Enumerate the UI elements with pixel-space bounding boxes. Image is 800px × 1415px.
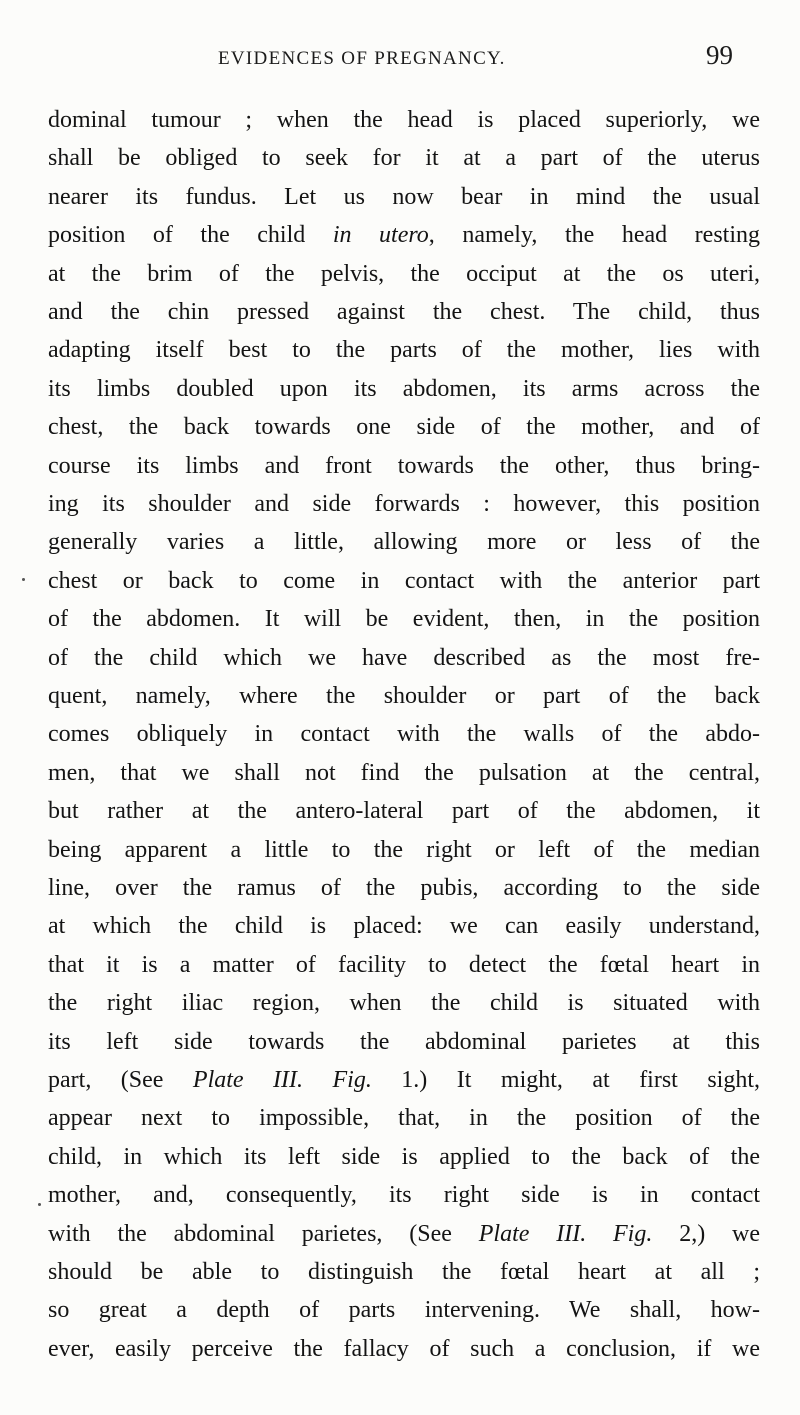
page-number: 99 <box>706 40 733 70</box>
ink-speck <box>22 578 25 581</box>
text-line: its left side towards the abdominal parietes at this <box>48 1028 760 1055</box>
text-line: being apparent a little to the right or left of the median <box>48 836 760 863</box>
text-segment: part, (See <box>48 1067 193 1093</box>
text-line <box>48 216 760 254</box>
text-line: ever, easily perceive the fallacy of such a conclusion, if we <box>48 1335 760 1362</box>
text-segment: with the abdominal parietes, (See <box>48 1220 479 1247</box>
text-line: dominal tumour ; when the head is placed superiorly, we <box>48 107 760 133</box>
text-line: that it is a matter of facility to detect the fœtal heart in <box>48 951 760 978</box>
running-head: EVIDENCES OF PREGNANCY. <box>218 48 506 69</box>
text-segment: 1.) It might, at first sight, <box>371 1067 760 1093</box>
text-line: line, over the ramus of the pubis, according to the side <box>48 875 760 901</box>
page-header <box>0 36 800 76</box>
text-line: the right iliac region, when the child is situated with <box>48 990 760 1017</box>
text-line: child, in which its left side is applied to the back of the <box>48 1143 760 1170</box>
text-line: course its limbs and front towards the other, thus bring- <box>48 452 760 479</box>
italic-reference: Plate III. Fig. <box>478 1220 653 1247</box>
text-line: but rather at the antero-lateral part of the abdomen, it <box>48 798 760 825</box>
text-line: shall be obliged to seek for it at a part of the uterus <box>48 145 760 172</box>
ink-speck <box>38 1203 41 1206</box>
text-line <box>48 1061 760 1099</box>
text-line: should be able to distinguish the fœtal heart at all ; <box>48 1259 760 1285</box>
text-line: its limbs doubled upon its abdomen, its arms across the <box>48 375 760 402</box>
text-line: chest or back to come in contact with the anterior part <box>48 567 760 594</box>
text-segment: position of the child <box>48 222 333 249</box>
italic-reference: Plate III. Fig. <box>192 1067 372 1093</box>
text-line <box>48 1215 760 1253</box>
text-segment: , namely, the head resting <box>428 222 760 249</box>
text-line: mother, and, consequently, its right side is in contact <box>48 1182 760 1209</box>
text-line: at the brim of the pelvis, the occiput at the os uteri, <box>48 260 760 287</box>
text-line: of the abdomen. It will be evident, then, in the position <box>48 606 760 633</box>
text-line: nearer its fundus. Let us now bear in mind the usual <box>48 183 760 210</box>
text-line: so great a depth of parts intervening. We shall, how- <box>48 1297 760 1324</box>
text-line: of the child which we have described as the most fre- <box>48 644 760 671</box>
text-line: quent, namely, where the shoulder or part of the back <box>48 683 760 709</box>
text-line: adapting itself best to the parts of the mother, lies with <box>48 337 760 364</box>
text-segment: 2,) we <box>652 1220 760 1247</box>
text-line: at which the child is placed: we can easily understand, <box>48 913 760 940</box>
text-line: and the chin pressed against the chest. The child, thus <box>48 299 760 325</box>
text-line: appear next to impossible, that, in the position of the <box>48 1105 760 1132</box>
italic-reference: in utero <box>332 222 429 249</box>
text-line: generally varies a little, allowing more or less of the <box>48 529 760 556</box>
text-line: ing its shoulder and side forwards : however, this position <box>48 491 760 517</box>
text-line: men, that we shall not find the pulsation at the central, <box>48 759 760 786</box>
text-line: chest, the back towards one side of the mother, and of <box>48 414 760 441</box>
text-line: comes obliquely in contact with the walls of the abdo- <box>48 721 760 748</box>
